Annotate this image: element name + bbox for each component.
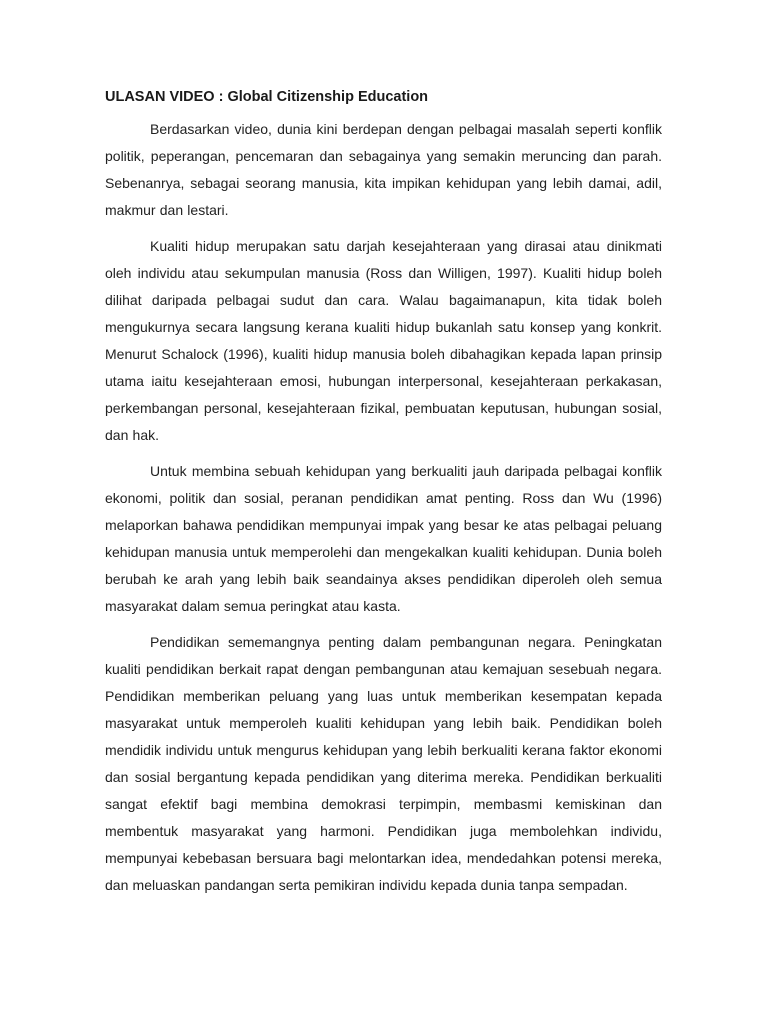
- paragraph-quality-of-life: Kualiti hidup merupakan satu darjah kesejahteraan yang dirasai atau dinikmati oleh individu atau sekumpulan manusia (Ross dan Willigen, 1997). Kualiti hidup boleh dilihat daripada pelbagai sudut dan cara. Walau bagaimanapun, kita tidak boleh mengukurnya secara langsung kerana kualiti hidup bukanlah satu konsep yang konkrit. Menurut Schalock (1996), kualiti hidup manusia boleh dibahagikan kepada lapan prinsip utama iaitu kesejahteraan emosi, hubungan interpersonal, kesejahteraan perkakasan, perkembangan personal, kesejahteraan fizikal, pembuatan keputusan, hubungan sosial, dan hak.: [105, 238, 662, 443]
- paragraph-education-and-nation: Pendidikan sememangnya penting dalam pembangunan negara. Peningkatan kualiti pendidikan berkait rapat dengan pembangunan atau kemajuan sesebuah negara. Pendidikan memberikan peluang yang luas untuk memberikan kesempatan kepada masyarakat untuk memperoleh kualiti kehidupan yang lebih baik. Pendidikan boleh mendidik individu untuk mengurus kehidupan yang lebih berkualiti kerana faktor ekonomi dan sosial bergantung kepada pendidikan yang diterima mereka. Pendidikan berkualiti sangat efektif bagi membina demokrasi terpimpin, membasmi kemiskinan dan membentuk masyarakat yang harmoni. Pendidikan juga membolehkan individu, mempunyai kebebasan bersuara bagi melontarkan idea, mendedahkan potensi mereka, dan meluaskan pandangan serta pemikiran individu kepada dunia tanpa sempadan.: [105, 634, 662, 893]
- document-page: [105, 86, 662, 908]
- document-title: ULASAN VIDEO : Global Citizenship Education: [105, 89, 429, 105]
- paragraph-video-summary: Berdasarkan video, dunia kini berdepan dengan pelbagai masalah seperti konflik politik, peperangan, pencemaran dan sebagainya yang semakin meruncing dan parah. Sebenanrya, sebagai seorang manusia, kita impikan kehidupan yang lebih damai, adil, makmur dan lestari.: [105, 121, 662, 218]
- paragraph-role-of-education: Untuk membina sebuah kehidupan yang berkualiti jauh daripada pelbagai konflik ekonomi, politik dan sosial, peranan pendidikan amat penting. Ross dan Wu (1996) melaporkan bahawa pendidikan mempunyai impak yang besar ke atas pelbagai peluang kehidupan manusia untuk memperolehi dan mengekalkan kualiti kehidupan. Dunia boleh berubah ke arah yang lebih baik seandainya akses pendidikan diperoleh oleh semua masyarakat dalam semua peringkat atau kasta.: [105, 463, 662, 614]
